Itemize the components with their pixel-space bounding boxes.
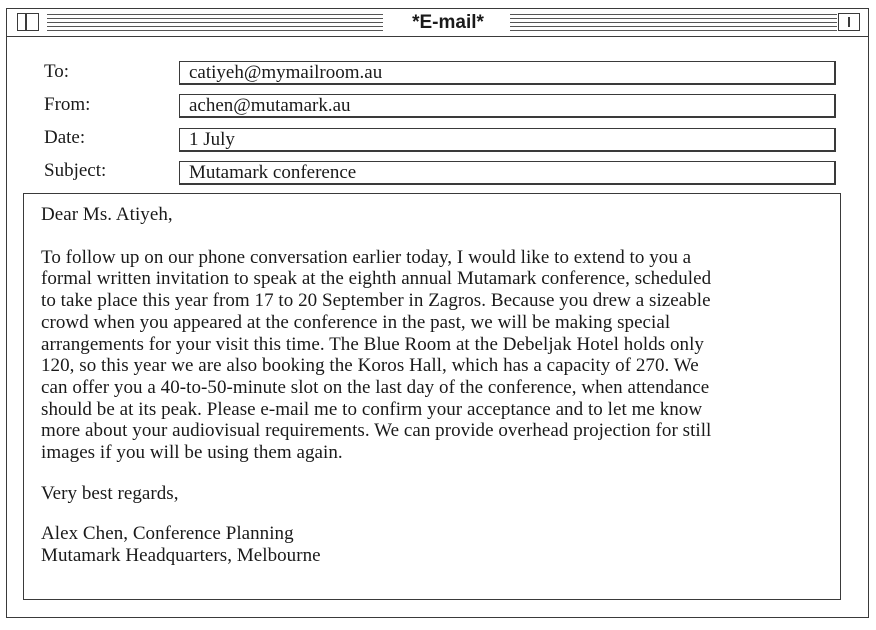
- closing: Very best regards,: [41, 482, 179, 504]
- paragraph-line: crowd when you appeared at the conference in the past, we will be making special: [41, 311, 671, 333]
- to-label: To:: [44, 61, 70, 82]
- paragraph-line: should be at its peak. Please e-mail me to confirm your acceptance and to let me know: [41, 398, 703, 420]
- from-field[interactable]: achen@mutamark.au: [179, 94, 836, 118]
- signature-name: Alex Chen, Conference Planning: [41, 523, 294, 545]
- to-field[interactable]: catiyeh@mymailroom.au: [179, 61, 836, 85]
- greeting: Dear Ms. Atiyeh,: [41, 204, 173, 225]
- close-box-icon[interactable]: [17, 13, 39, 31]
- date-label: Date:: [44, 127, 86, 148]
- paragraph-line: images if you will be using them again.: [41, 442, 343, 464]
- title-bar-stripes-left: [47, 14, 383, 31]
- paragraph-line: arrangements for your visit this time. The Blue Room at the Debeljak Hotel holds only: [41, 333, 704, 355]
- title-bar[interactable]: [7, 9, 868, 37]
- window-title: *E-mail*: [389, 10, 507, 36]
- paragraph-line: To follow up on our phone conversation earlier today, I would like to extend to you a: [41, 246, 692, 268]
- message-body[interactable]: [23, 193, 841, 600]
- signature-org: Mutamark Headquarters, Melbourne: [41, 545, 321, 567]
- zoom-box-icon[interactable]: [838, 13, 860, 31]
- subject-label: Subject:: [44, 160, 107, 181]
- subject-field[interactable]: Mutamark conference: [179, 161, 836, 185]
- paragraph-line: can offer you a 40-to-50-minute slot on the last day of the conference, when attendance: [41, 376, 710, 398]
- message-paragraph: [41, 247, 831, 464]
- paragraph-line: formal written invitation to speak at the eighth annual Mutamark conference, scheduled: [41, 268, 712, 290]
- paragraph-line: 120, so this year we are also booking the Koros Hall, which has a capacity of 270. We: [41, 355, 699, 377]
- from-label: From:: [44, 94, 91, 115]
- paragraph-line: more about your audiovisual requirements. We can provide overhead projection for still: [41, 420, 712, 442]
- title-bar-stripes-right: [510, 14, 837, 31]
- message-text: [41, 204, 831, 567]
- date-field[interactable]: 1 July: [179, 128, 836, 152]
- paragraph-line: to take place this year from 17 to 20 September in Zagros. Because you drew a sizeable: [41, 290, 711, 312]
